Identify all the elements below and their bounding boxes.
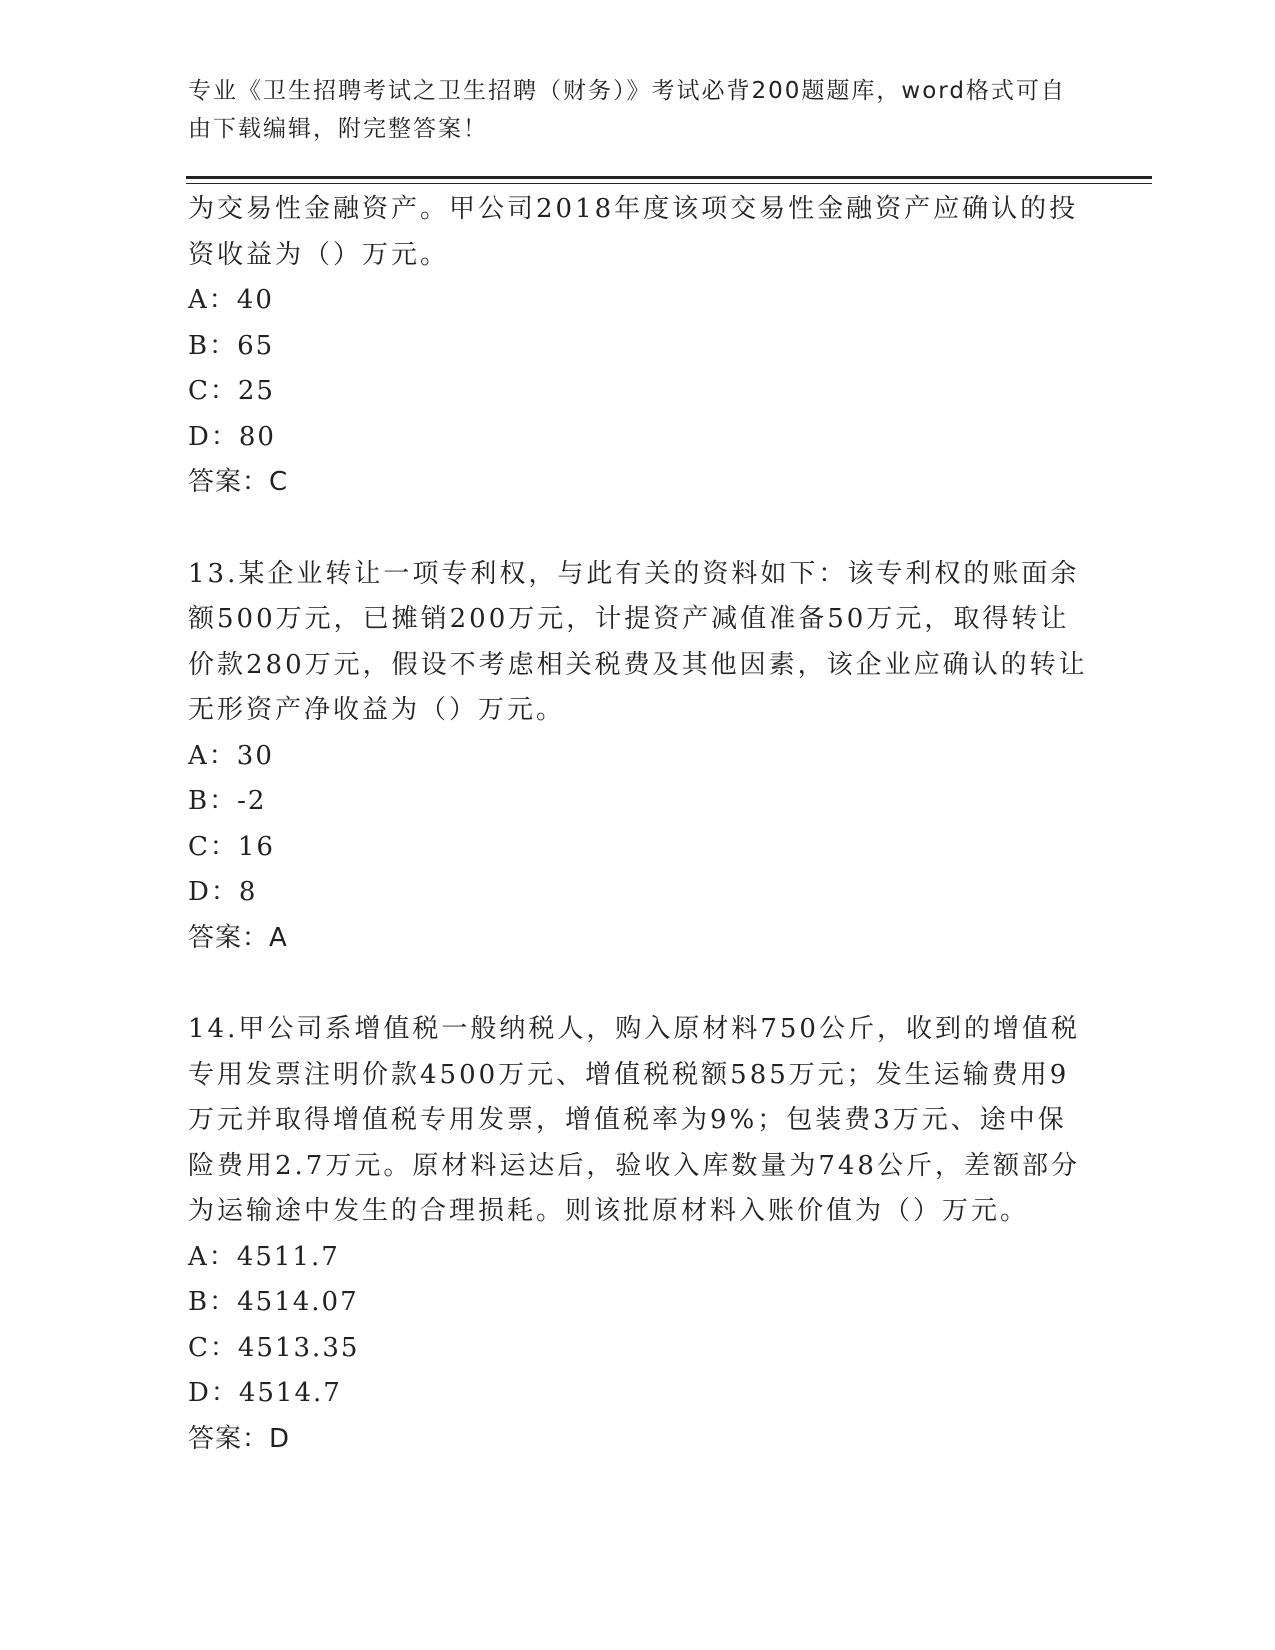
option-a: A：30 <box>188 740 274 771</box>
document-header: 专业《卫生招聘考试之卫生招聘（财务）》考试必背200题题库，word格式可自由下载编辑，附完整答案！ <box>188 78 1066 142</box>
question-stem: 为交易性金融资产。甲公司2018年度该项交易性金融资产应确认的投资收益为（）万元。 <box>188 194 1079 270</box>
option-b: B：-2 <box>188 786 267 816</box>
header-divider-thick <box>186 176 1152 179</box>
option-c: C：16 <box>188 831 275 862</box>
header-divider-thin <box>186 183 1152 184</box>
question-list <box>188 187 1088 1462</box>
question-item <box>188 187 1088 506</box>
option-d: D：8 <box>188 877 258 907</box>
question-spacer <box>188 506 1088 552</box>
option-a: A：40 <box>188 285 274 315</box>
option-b: B：65 <box>188 330 275 361</box>
question-stem: 13.某企业转让一项专利权，与此有关的资料如下：该专利权的账面余额500万元，已摊销200万元，计提资产减值准备50万元，取得转让价款280万元，假设不考虑相关税费及其他因素，该企业应确认的转让无形资产净收益为（）万元。 <box>188 558 1088 725</box>
option-d: D：4514.7 <box>188 1378 342 1408</box>
option-b: B：4514.07 <box>188 1287 359 1317</box>
option-a: A：4511.7 <box>188 1241 340 1272</box>
answer-line: 答案：A <box>188 922 288 953</box>
option-c: C：25 <box>188 376 275 406</box>
option-c: C：4513.35 <box>188 1332 360 1363</box>
question-spacer <box>188 961 1088 1007</box>
question-item <box>188 1007 1088 1462</box>
answer-line: 答案：C <box>188 467 289 497</box>
answer-line: 答案：D <box>188 1423 291 1454</box>
option-d: D：80 <box>188 421 276 452</box>
question-stem: 14.甲公司系增值税一般纳税人，购入原材料750公斤，收到的增值税专用发票注明价款4500万元、增值税税额585万元；发生运输费用9万元并取得增值税专用发票，增值税率为9%；包装费3万元、途中保险费用2.7万元。原材料运达后，验收入库数量为748公斤，差额部分为运输途中发生的合理损耗。则该批原材料入账价值为（）万元。 <box>188 1014 1080 1226</box>
question-item <box>188 552 1088 962</box>
